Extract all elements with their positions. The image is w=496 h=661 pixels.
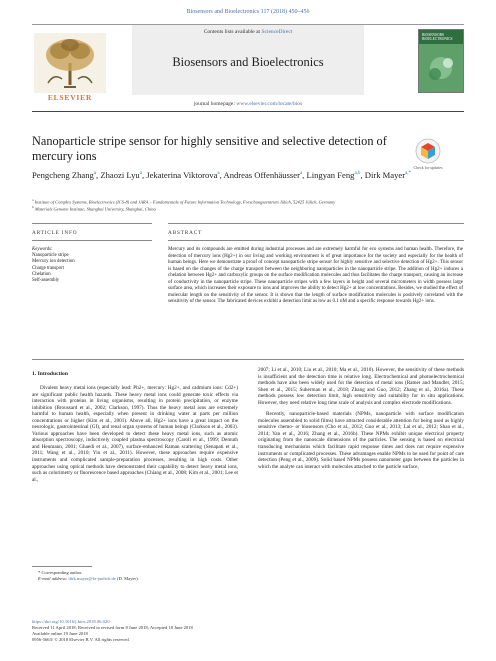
crossmark-icon[interactable] xyxy=(415,138,441,164)
sciencedirect-link[interactable]: ScienceDirect xyxy=(261,29,293,35)
author-name[interactable]: Zhaozi Lyu xyxy=(100,169,140,180)
divider xyxy=(32,223,152,224)
divider xyxy=(168,223,464,224)
cover-title: BIOSENSORS BIOELECTRONICS xyxy=(422,33,453,41)
available-online: Available online 19 June 2018 xyxy=(32,631,88,636)
received-dates: Received 11 April 2018; Received in revised form 8 June 2018; Accepted 18 June 2018 xyxy=(32,625,193,630)
author-affiliation-marker: a xyxy=(139,171,142,176)
author-name[interactable]: Jekaterina Viktorova xyxy=(146,169,218,180)
intro-paragraph: 2007; Li et al., 2010; Liu et al., 2010; Ma et al., 2010). However, the sensitivity of these methods is insufficient and the detection time is relative long. Electrochemical and photoelectrochemical methods have also been widely used for the detection of metal ions (Ratner and Mandler, 2015; Shen et al., 2015; Suherman et al., 2018; Zhang and Guo, 2012; Zhang et al., 2016a). These methods possess low detection limit, high sensitivity and suitability for in situ applications. However, they need relative long time scale of analysis and complex electrode modifications. xyxy=(258,367,464,406)
author-name[interactable]: Pengcheng Zhang xyxy=(32,169,94,180)
intro-right-column xyxy=(258,367,464,470)
article-info-heading: ARTICLE INFO xyxy=(32,230,78,236)
article-history xyxy=(32,619,292,643)
footnote: * Corresponding author. E-mail address: dirk.mayer@fz-juelich.de (D. Mayer). xyxy=(32,570,232,582)
author-name[interactable]: Dirk Mayer xyxy=(364,169,406,180)
journal-banner xyxy=(32,24,464,112)
keyword: Mercury ion detection xyxy=(32,259,75,265)
crossmark-label: Check for updates xyxy=(413,165,443,170)
author-email-link[interactable]: dirk.mayer@fz-juelich.de xyxy=(68,576,116,581)
journal-cover-thumbnail xyxy=(418,29,464,93)
author-affiliation-marker: a,b xyxy=(354,171,361,176)
section-heading-introduction: 1. Introduction xyxy=(32,371,68,377)
affiliation-b: $^b$ Materials Genome Institute, Shanghai University, Shanghai, China xyxy=(32,205,156,212)
footnote-rule xyxy=(32,566,92,567)
abstract-heading: ABSTRACT xyxy=(168,230,203,236)
journal-homepage-link[interactable]: www.elsevier.com/locate/bios xyxy=(236,101,303,107)
keyword: Chelation xyxy=(32,271,51,277)
corresponding-author-note: * Corresponding author. xyxy=(38,570,83,575)
intro-left-column xyxy=(32,385,238,483)
divider xyxy=(32,359,464,360)
author-affiliation-marker: a xyxy=(217,171,220,176)
keywords-title: Keywords: xyxy=(32,247,53,252)
contents-line: Contents lists available at ScienceDirect xyxy=(203,29,293,35)
intro-paragraph: Divalent heavy metal ions (especially lead: Pb2+, mercury: Hg2+, and cadmium ions: Cd2+) are significant public health hazards. These heavy metal ions could generate toxic effects via interaction with proteins in living organisms, resulting in protein precipitation, or enzyme inhibition (Broussard et al., 2002; Clarkson, 1997). Thus the heavy metal ions are extremely harmful to human health, especially when present in drinking water at parts per million concentrations or higher (Kim et al., 2001). Above all, Hg2+ ions have a great impact on the neurologic, gastrointestinal (GI), and renal organ systems of human beings (Clarkson et al., 2003). Various approaches have been developed to detect these heavy metal ions, such as atomic absorption spectroscopy, inductively coupled plasma spectroscopy (Caroli et al., 1999; Demuth and Heumann, 2001; Ghaedi et al., 2007), surface-enhanced Raman scattering (Senapati et al., 2011; Wang et al., 2010; Yin et al., 2011). However, these approaches require expensive instruments and complicated sample-preparation processes, resulting in high costs. Other approaches using optical methods have demonstrated their capability to detect heavy metal ions, such as colorimetry or fluorescence based approaches (Chiang et al., 2008; Kim et al., 2001; Lee et al., xyxy=(32,385,238,483)
doi-link[interactable]: https://doi.org/10.1016/j.bios.2018.06.020 xyxy=(32,619,110,624)
copyright-line: 0956-5663/ © 2018 Elsevier B.V. All rights reserved. xyxy=(32,637,130,642)
author-name[interactable]: Lingyan Feng xyxy=(306,169,355,180)
divider xyxy=(168,240,464,241)
journal-citation: Biosensors and Bioelectronics 117 (2018) 450–456 xyxy=(186,9,310,15)
journal-title: Biosensors and Bioelectronics xyxy=(172,55,324,69)
divider xyxy=(32,240,152,241)
article-title: Nanoparticle stripe sensor for highly sensitive and selective detection of mercury ions xyxy=(32,134,387,163)
affiliation-a: $^a$ Institute of Complex Systems, Bioelectronics (ICS-8) and JARA – Fundamentals of Future Information Technology, Forschungszentrum Jülich, 52425 Jülich, Germany xyxy=(32,198,336,205)
keyword: Charge transport xyxy=(32,265,65,271)
author-affiliation-marker: a,* xyxy=(405,171,412,176)
author-affiliation-marker: a xyxy=(299,171,303,176)
publisher-name: ELSEVIER xyxy=(47,93,93,102)
journal-header-box xyxy=(132,25,364,95)
keyword: Nanoparticle stripe xyxy=(32,253,69,259)
keyword: Self-assembly xyxy=(32,278,60,284)
author-name[interactable]: Andreas Offenhäusser xyxy=(223,169,300,180)
abstract-text: Mercury and its compounds are emitted during industrial processes and are extremely harmful for eco systems and human health. Therefore, the detection of mercury ions (Hg2+) in our living and working environment is of great importance for the society and especially for the health of human beings. Here we demonstrate a proof of concept nanoparticle stripe sensor for highly sensitive and selective detection of Hg2+. This sensor is based on the changes of the charge transport between the neighboring nanoparticles in the nanoparticle stripe. The addition of Hg2+ induces a chelation between Hg2+ and carboxylic groups on the surface modification molecules and thus facilitates the charge transport, causing an increase of conductivity in the nanoparticle stripe. These nanoparticle stripes with a few layers in height and several micrometers in width possess large surface area, which increases their exposure to ions and improves the ability to detect Hg2+ at low concentrations. Besides, we studied the effect of molecular length on the sensitivity of the sensor. It is shown that the length of surface modification molecules is positively correlated with the sensitivity of the sensor. The fabricated devices exhibit a detection limit as low as 0.1 nM and a specific response towards Hg2+ ions. xyxy=(168,247,463,304)
author-affiliation-marker: a xyxy=(93,171,97,176)
elsevier-tree-logo xyxy=(34,33,106,93)
author-list: Pengcheng Zhang$^a$, Zhaozi Lyu$^a$, Jekaterina Viktorova$^a$, Andreas Offenhäusser$^a$, Lingyan Feng$^{a,b}$, Dirk Mayer$^{a,*}$ xyxy=(32,169,412,180)
keywords-block xyxy=(32,247,152,284)
intro-paragraph: Recently, nanoparticle-based materials (NPMs, nanoparticle with surface modification molecules assembled to solid films) have attracted considerable attention for being used as highly sensitive chemo- or biosensors (Cho et al., 2012; Guo et al., 2013; Lai et al., 2012; Shao et al., 2014; Yan et al., 2016; Zhang et al., 2016b). These NPMs exhibit unique electrical property originating from the nanoscale dimensions of the particles. The sensing is based on electrical transducing mechanisms which facilitate rapid response times and does not require expensive instruments or complicated processes. These advantages enable NPMs to be used for point of care detection (Peng et al., 2009). Solid based NPMs possess nanometer gaps between the particles in which the analyte can interact with molecules attached to the particle surface, xyxy=(258,411,464,470)
journal-homepage-line: journal homepage: www.elsevier.com/locate/bios xyxy=(193,101,303,107)
